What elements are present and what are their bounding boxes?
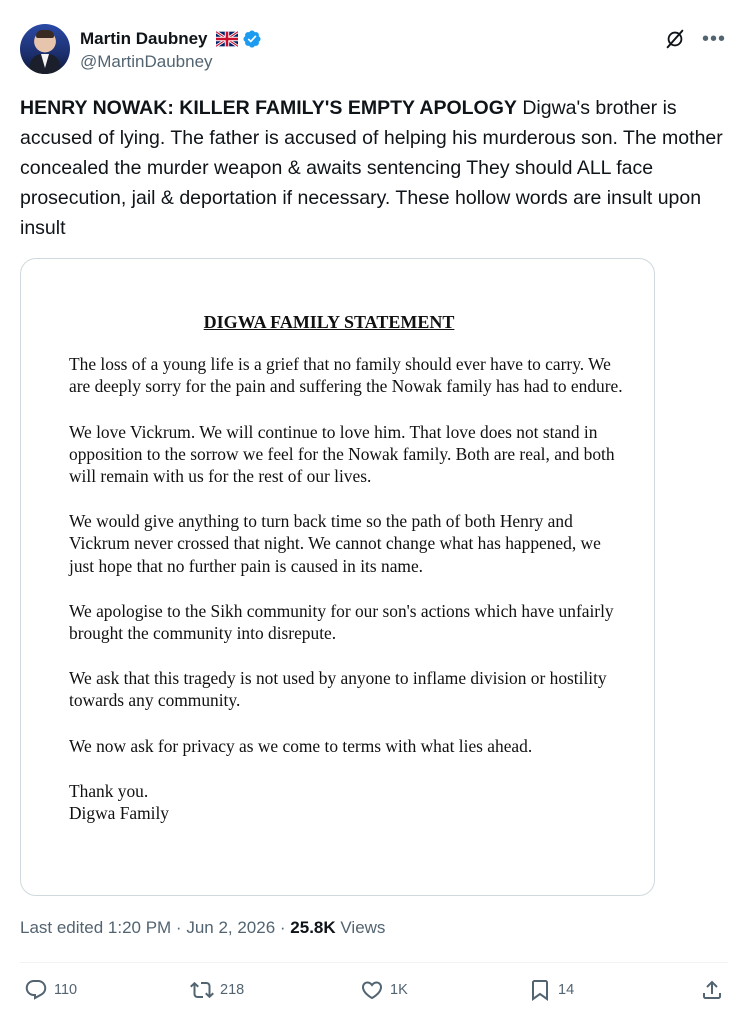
bookmark-count: 14 [558,982,575,998]
reply-button[interactable] [24,978,77,1002]
avatar[interactable] [20,24,70,74]
statement-paragraph: We would give anything to turn back time so the path of both Henry and Vickrum never crossed that night. We cannot change what has happened, we just hope that no further pain is caused in its name. [69,511,601,576]
repost-count: 218 [220,982,245,998]
more-icon[interactable]: ••• [701,28,726,50]
repost-button[interactable] [190,978,244,1002]
statement-document [69,311,629,824]
reply-icon [24,978,48,1002]
uk-flag-icon [216,31,238,47]
like-button[interactable] [360,978,408,1002]
tweet-headline: HENRY NOWAK: KILLER FAMILY'S EMPTY APOLOGY [20,97,517,119]
statement-paragraph: We now ask for privacy as we come to terms with what lies ahead. [69,735,533,756]
tweet-text [20,93,730,243]
verified-badge-icon[interactable] [242,29,262,49]
statement-paragraph: We ask that this tragedy is not used by anyone to inflame division or hostility towards any community. [69,668,607,711]
bookmark-button[interactable] [528,978,574,1002]
bookmark-icon [528,978,552,1002]
share-icon [700,978,724,1002]
author-name[interactable]: Martin Daubney [80,29,208,48]
retweet-icon [190,978,214,1002]
like-icon [360,978,384,1002]
views-label: Views [335,918,386,937]
statement-paragraph: We apologise to the Sikh community for our son's actions which have unfairly brought the community into disrepute. [69,600,614,644]
divider [20,962,728,963]
tweet-header [20,24,728,76]
share-button[interactable] [700,978,724,1002]
edited-timestamp[interactable]: Last edited 1:20 PM · Jun 2, 2026 · [20,918,291,937]
statement-image[interactable] [20,258,655,896]
author-name-row[interactable] [80,28,262,50]
like-count: 1K [390,982,408,998]
tweet-body: Digwa's brother is accused of lying. The father is accused of helping his murderous son. The mother concealed the murder weapon & awaits sentencing They should ALL face prosecution, jail & deportation if necessary. These hollow words are insult upon insult [20,97,723,239]
views-count: 25.8K [290,918,336,937]
grok-icon[interactable] [664,28,686,50]
action-bar [20,978,728,1010]
author-handle[interactable]: @MartinDaubney [80,52,213,71]
statement-thanks: Thank you. [69,780,149,801]
statement-title: DIGWA FAMILY STATEMENT [203,312,455,332]
tweet-meta [20,918,385,938]
statement-paragraph: The loss of a young life is a grief that no family should ever have to carry. We are deeply sorry for the pain and suffering the Nowak family has had to endure. [69,354,623,397]
statement-signature: Digwa Family [69,803,169,824]
statement-paragraph: We love Vickrum. We will continue to love him. That love does not stand in opposition to the sorrow we feel for the Nowak family. Both are real, and both will remain with us for the rest of our lives. [69,421,615,487]
top-actions [664,28,726,50]
reply-count: 110 [54,982,78,998]
